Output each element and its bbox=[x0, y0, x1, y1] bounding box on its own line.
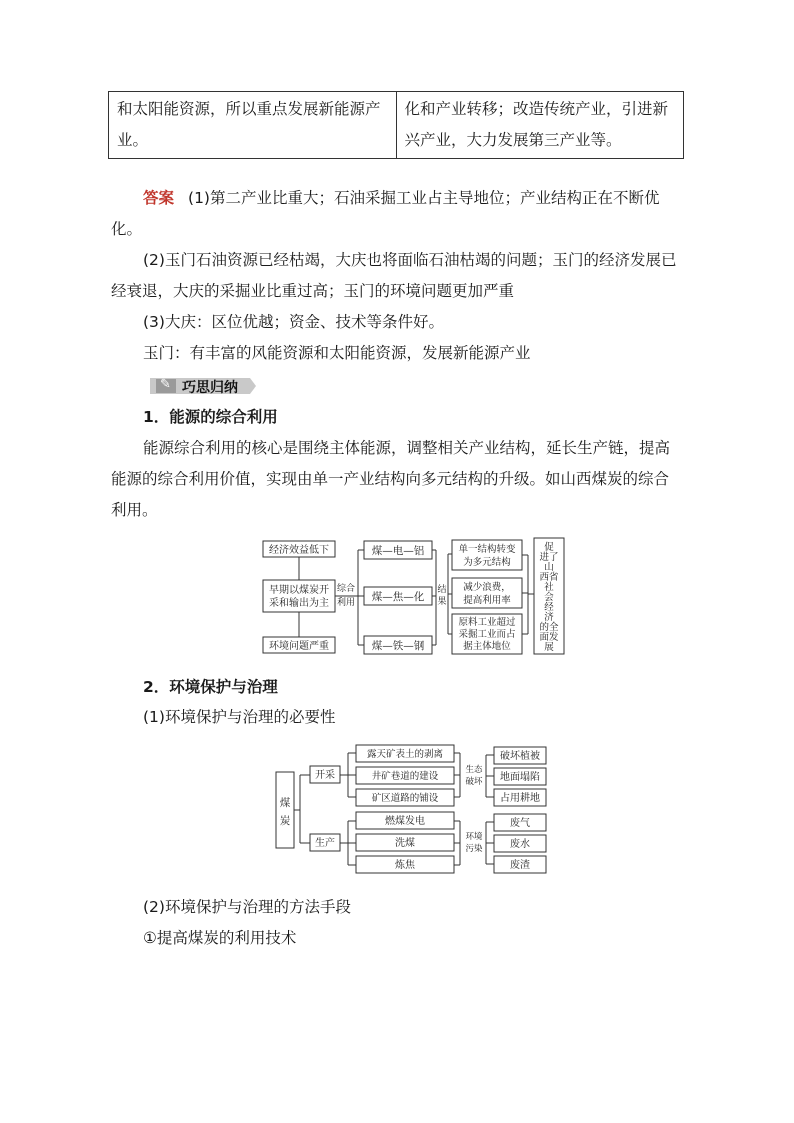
label-chain-chemical: 煤—焦—化 bbox=[371, 591, 425, 603]
label-result-1: 结 bbox=[437, 585, 447, 595]
label-mining: 开采 bbox=[315, 770, 335, 781]
label-mine-road: 矿区道路的铺设 bbox=[371, 793, 439, 804]
label-vegetation: 破坏植被 bbox=[500, 751, 540, 762]
label-open-pit: 露天矿表土的剥离 bbox=[366, 749, 444, 760]
section1-heading: 1．能源的综合利用 bbox=[143, 408, 278, 426]
label-raw-material-3: 据主体地位 bbox=[463, 641, 511, 652]
label-power: 燃煤发电 bbox=[385, 816, 425, 827]
label-structure-change-2: 为多元结构 bbox=[463, 557, 511, 568]
final-text-line: 会 bbox=[544, 592, 554, 603]
label-coal-1: 煤 bbox=[279, 797, 291, 809]
label-raw-material-1: 原料工业超过 bbox=[458, 617, 516, 628]
final-text-line: 经 bbox=[544, 602, 554, 613]
label-reduce-waste-2: 提高利用率 bbox=[463, 595, 511, 606]
label-coal-washing: 洗煤 bbox=[395, 838, 415, 849]
answer-paragraph-1 bbox=[111, 183, 683, 245]
summary-banner bbox=[146, 375, 256, 397]
label-farmland: 占用耕地 bbox=[500, 793, 540, 804]
label-production: 生产 bbox=[315, 838, 335, 849]
label-environment-problem: 环境问题严重 bbox=[269, 641, 329, 652]
box-coal bbox=[276, 772, 294, 848]
pen-note-icon: ✎ bbox=[160, 377, 171, 392]
label-shaft-tunnel: 井矿巷道的建设 bbox=[371, 771, 439, 782]
label-chain-aluminum: 煤—电—铝 bbox=[371, 545, 425, 557]
final-text-line: 面发 bbox=[539, 632, 559, 643]
answer-paragraph-4: 玉门：有丰富的风能资源和太阳能资源，发展新能源产业 bbox=[143, 344, 531, 362]
answer-text-1: (1)第二产业比重大；石油采掘工业占主导地位；产业结构正在不断优化。 bbox=[111, 189, 660, 238]
label-coal-2: 炭 bbox=[279, 815, 291, 827]
final-text-line: 展 bbox=[544, 642, 554, 653]
section2-sub2: (2)环境保护与治理的方法手段 bbox=[143, 898, 351, 916]
label-chain-steel: 煤—铁—钢 bbox=[371, 640, 425, 652]
label-structure-change-1: 单一结构转变 bbox=[458, 544, 516, 555]
label-raw-material-2: 采掘工业而占 bbox=[458, 629, 516, 640]
section1-body: 能源综合利用的核心是围绕主体能源，调整相关产业结构，延长生产链，提高能源的综合利用价值，实现由单一产业结构向多元结构的升级。如山西煤炭的综合利用。 bbox=[111, 439, 671, 519]
label-coking: 炼焦 bbox=[395, 860, 415, 871]
answer-paragraph-3: (3)大庆：区位优越；资金、技术等条件好。 bbox=[143, 313, 444, 331]
final-text-line: 山 bbox=[544, 562, 554, 573]
section2-heading: 2．环境保护与治理 bbox=[143, 678, 278, 696]
label-eco-1: 生态 bbox=[465, 765, 483, 775]
label-pollution-1: 环境 bbox=[465, 832, 483, 842]
label-pollution-2: 污染 bbox=[465, 844, 483, 854]
final-text-line: 社 bbox=[544, 582, 554, 593]
coal-utilization-diagram bbox=[258, 534, 568, 658]
final-text-line: 促 bbox=[544, 542, 554, 553]
final-text-line: 济 bbox=[544, 612, 554, 623]
final-text-line: 进了 bbox=[539, 552, 559, 563]
section2-sub1: (1)环境保护与治理的必要性 bbox=[143, 708, 336, 726]
label-waste-gas: 废气 bbox=[510, 818, 530, 829]
label-low-efficiency: 经济效益低下 bbox=[269, 545, 329, 556]
answer-label: 答案 bbox=[143, 189, 175, 207]
comparison-table bbox=[108, 91, 684, 159]
label-early-mining-1: 早期以煤炭开 bbox=[269, 585, 329, 596]
table-cell-left: 和太阳能资源，所以重点发展新能源产业。 bbox=[109, 92, 397, 159]
section2-sub3: ①提高煤炭的利用技术 bbox=[143, 929, 297, 947]
final-text-line: 西省 bbox=[539, 572, 559, 583]
coal-environment-diagram bbox=[272, 742, 552, 880]
label-waste-water: 废水 bbox=[510, 839, 530, 850]
label-early-mining-2: 采和输出为主 bbox=[269, 598, 329, 609]
table-cell-right: 化和产业转移；改造传统产业，引进新兴产业，大力发展第三产业等。 bbox=[396, 92, 684, 159]
label-eco-2: 破坏 bbox=[465, 777, 483, 787]
label-result-2: 果 bbox=[437, 597, 447, 607]
label-reduce-waste-1: 减少浪费， bbox=[463, 582, 511, 593]
label-waste-residue: 废渣 bbox=[510, 860, 530, 871]
label-comprehensive: 综合 bbox=[336, 584, 356, 594]
label-utilization: 利用 bbox=[336, 598, 356, 608]
answer-paragraph-2: (2)玉门石油资源已经枯竭，大庆也将面临石油枯竭的问题；玉门的经济发展已经衰退，大庆的采掘业比重过高；玉门的环境问题更加严重 bbox=[111, 251, 677, 300]
label-subsidence: 地面塌陷 bbox=[500, 772, 540, 783]
banner-title: 巧思归纳 bbox=[182, 380, 238, 396]
final-text-line: 的全 bbox=[539, 622, 559, 633]
